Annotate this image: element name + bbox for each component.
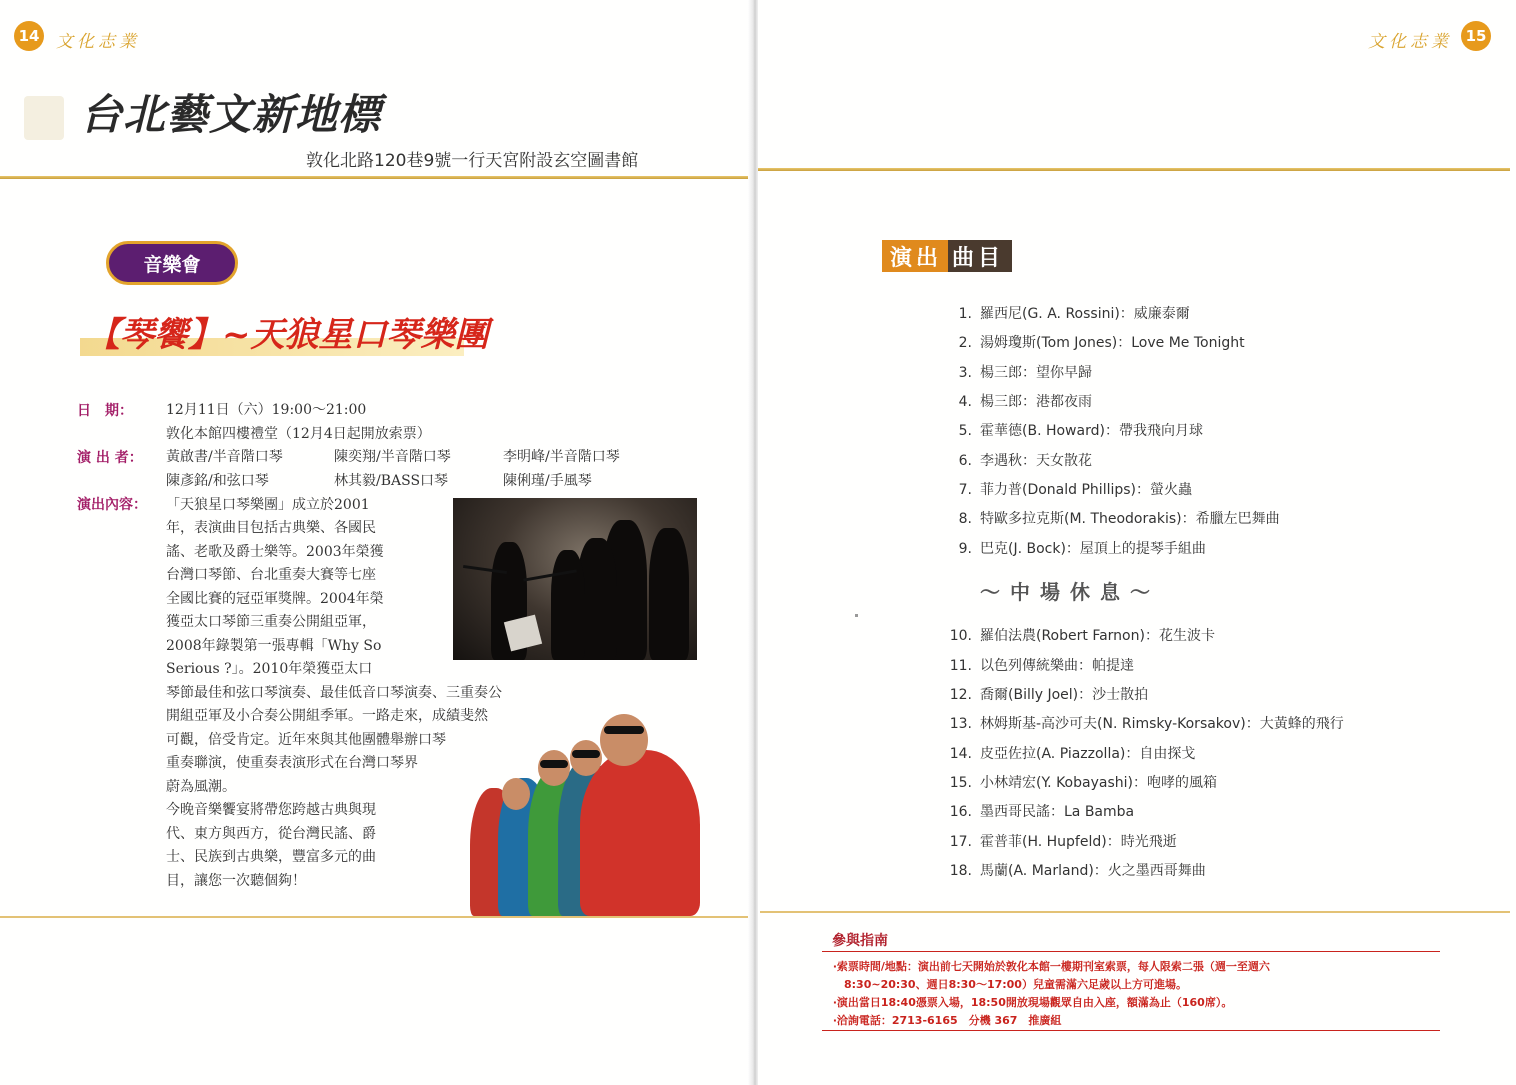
guide-line: ‧洽詢電話：2713-6165 分機 367 推廣組: [833, 1014, 1062, 1027]
performer: 陳彥銘/和弦口琴: [166, 473, 269, 489]
performance-photo: [453, 498, 697, 660]
venue-line: 敦化本館四樓禮堂（12月4日起開放索票）: [166, 426, 431, 442]
guide-line: 8:30~20:30、週日8:30～17:00）兒童需滿六足歲以上方可進場。: [833, 978, 1187, 991]
event-type-badge: 音樂會: [106, 241, 238, 285]
program-item: 10. 羅伯法農(Robert Farnon)：花生波卡: [949, 628, 1215, 644]
content-line: 琴節最佳和弦口琴演奏、最佳低音口琴演奏、三重奏公: [166, 685, 502, 701]
guide-line: ‧演出當日18:40憑票入場，18:50開放現場觀眾自由入座，額滿為止（160席）。: [833, 996, 1233, 1009]
content-line: 開組亞軍及小合奏公開組季軍。一路走來，成績斐然: [166, 708, 488, 724]
program-item: 7. 菲力普(Donald Phillips)：螢火蟲: [958, 482, 1193, 498]
content-line: 蔚為風潮。: [166, 779, 236, 795]
print-speck: [855, 614, 858, 617]
page-number-badge: 15: [1461, 21, 1491, 51]
content-line: Serious ?」。2010年榮獲亞太口: [166, 661, 373, 677]
content-line: 年，表演曲目包括古典樂、各國民: [166, 520, 376, 536]
performers-label: 演 出 者：: [77, 450, 143, 466]
program-item: 4. 楊三郎：港都夜雨: [958, 394, 1092, 410]
content-line: 目，讓您一次聽個夠！: [166, 873, 306, 889]
content-label: 演出內容：: [77, 497, 147, 513]
page-number-badge: 14: [14, 21, 44, 51]
program-item: 12. 喬爾(Billy Joel)：沙士散拍: [949, 687, 1149, 703]
content-line: 「天狼星口琴樂團」成立於2001: [166, 497, 370, 513]
footer-rule: [0, 916, 750, 918]
program-item: 18. 馬蘭(A. Marland)：火之墨西哥舞曲: [949, 863, 1206, 879]
date-line: 12月11日（六）19:00～21:00: [166, 402, 367, 418]
program-heading-part-a: 演出: [882, 240, 948, 272]
content-line: 重奏聯演，使重奏表演形式在台灣口琴界: [166, 755, 418, 771]
date-label: 日 期：: [77, 403, 133, 419]
content-line: 台灣口琴節、台北重奏大賽等七座: [166, 567, 376, 583]
section-name: 文化志業: [1368, 32, 1452, 52]
performer: 陳奕翔/半音階口琴: [334, 449, 451, 465]
guide-line: ‧索票時間/地點：演出前七天開始於敦化本館一樓期刊室索票，每人限索二張（週一至週六: [833, 960, 1270, 973]
title-decoration: [24, 96, 64, 140]
program-item: 2. 湯姆瓊斯(Tom Jones)：Love Me Tonight: [958, 335, 1245, 351]
program-item: 17. 霍普菲(H. Hupfeld)：時光飛逝: [949, 834, 1177, 850]
event-title: 【琴饗】~天狼星口琴樂團: [86, 315, 489, 355]
program-item: 8. 特歐多拉克斯(M. Theodorakis)：希臘左巴舞曲: [958, 511, 1280, 527]
performer: 李明峰/半音階口琴: [503, 449, 620, 465]
program-item: 15. 小林靖宏(Y. Kobayashi)：咆哮的風箱: [949, 775, 1217, 791]
program-item: 9. 巴克(J. Bock)：屋頂上的提琴手組曲: [958, 541, 1206, 557]
program-item: 1. 羅西尼(G. A. Rossini)：威廉泰爾: [958, 306, 1190, 322]
content-line: 士、民族到古典樂，豐富多元的曲: [166, 849, 376, 865]
venue-address: 敦化北路120巷9號一行天宮附設玄空圖書館: [306, 151, 639, 171]
content-line: 全國比賽的冠亞軍獎牌。2004年榮: [166, 591, 384, 607]
intermission-label: ～中場休息～: [980, 580, 1160, 604]
program-item: 3. 楊三郎：望你早歸: [958, 365, 1092, 381]
content-line: 可觀，倍受肯定。近年來與其他團體舉辦口琴: [166, 732, 446, 748]
program-item: 11. 以色列傳統樂曲：帕提達: [949, 658, 1134, 674]
program-item: 14. 皮亞佐拉(A. Piazzolla)：自由探戈: [949, 746, 1196, 762]
guide-rule-bottom: [822, 1030, 1440, 1031]
program-item: 13. 林姆斯基-高沙可夫(N. Rimsky-Korsakov)：大黃蜂的飛行: [949, 716, 1344, 732]
performer: 陳俐瑾/手風琴: [503, 473, 592, 489]
performer: 黃啟書/半音階口琴: [166, 449, 283, 465]
performer: 林其毅/BASS口琴: [334, 473, 449, 489]
program-heading-part-b: 曲目: [948, 240, 1012, 272]
guide-title: 參與指南: [832, 933, 888, 949]
program-item: 6. 李遇秋：天女散花: [958, 453, 1092, 469]
section-name: 文化志業: [56, 32, 140, 52]
content-line: 今晚音樂饗宴將帶您跨越古典與現: [166, 802, 376, 818]
header-rule: [0, 176, 750, 179]
program-heading: [882, 240, 1012, 272]
content-line: 代、東方與西方，從台灣民謠、爵: [166, 826, 376, 842]
left-page: [0, 0, 756, 1085]
band-members-photo: [470, 700, 700, 916]
program-item: 16. 墨西哥民謠：La Bamba: [949, 804, 1135, 820]
content-line: 謠、老歌及爵士樂等。2003年榮獲: [166, 544, 384, 560]
content-line: 獲亞太口琴節三重奏公開組亞軍，: [166, 614, 376, 630]
header-rule: [758, 168, 1510, 171]
footer-rule: [760, 911, 1510, 913]
page-title: 台北藝文新地標: [80, 90, 382, 139]
program-item: 5. 霍華德(B. Howard)：帶我飛向月球: [958, 423, 1203, 439]
content-line: 2008年錄製第一張專輯「Why So: [166, 638, 382, 654]
guide-rule-top: [822, 951, 1440, 952]
